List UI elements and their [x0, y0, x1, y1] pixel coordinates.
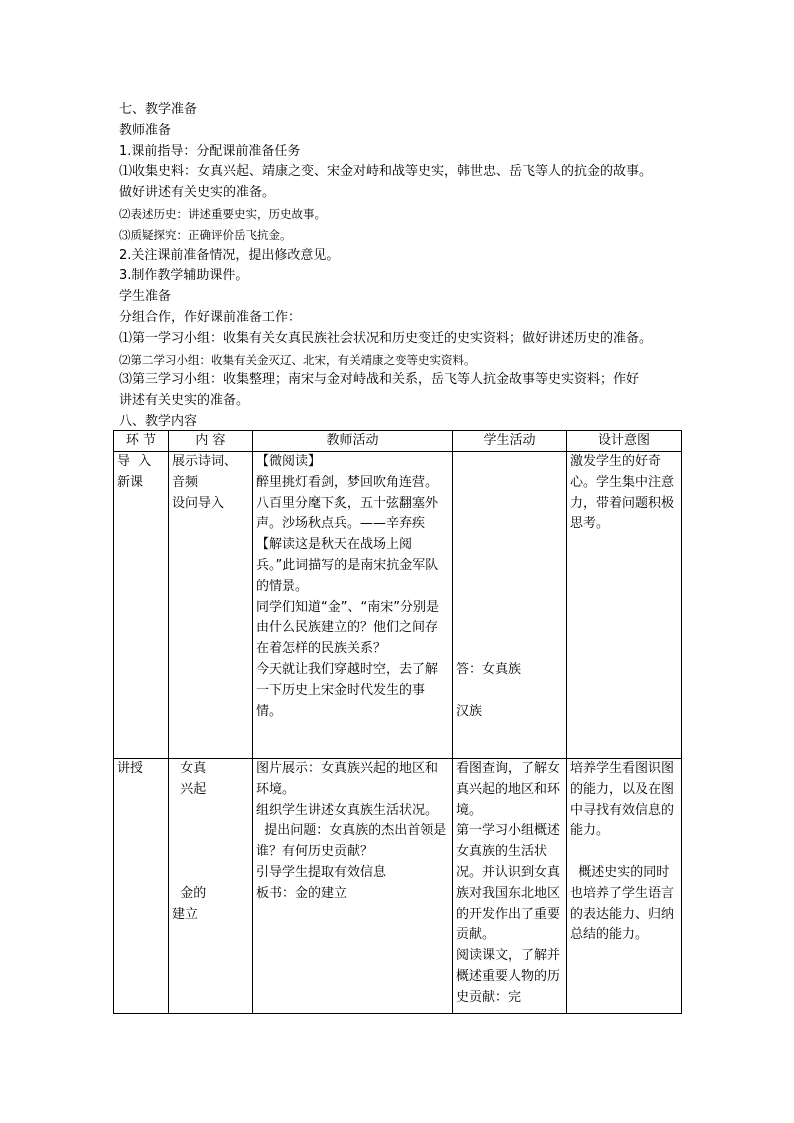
- table-row: [114, 759, 682, 1014]
- student-activity-cell: 看图查询，了解女真兴起的地区和环境。 第一学习小组概述女真族的生活状况。并认识到女真族对我国东北地区的开发作出了重要贡献。 阅读课文，了解并概述重要人物的历史贡献：完: [453, 759, 567, 1014]
- teacher-prep-heading: 教师准备: [119, 122, 172, 138]
- stage-cell: 讲授: [114, 759, 169, 1014]
- header-teacher-activity: 教师活动: [253, 431, 453, 452]
- table-header-row: [114, 431, 682, 452]
- group-2-task: ⑵第二学习小组：收集有关金灭辽、北宋，有关靖康之变等史实资料。: [119, 352, 476, 367]
- teacher-item-1-2: ⑵表述历史：讲述重要史实，历史故事。: [119, 206, 326, 221]
- teacher-item-1-1b: 做好讲述有关史实的准备。: [119, 185, 276, 201]
- teacher-item-1-1a: ⑴收集史料：女真兴起、靖康之变、宋金对峙和战等史实，韩世忠、岳飞等人的抗金的故事。: [119, 164, 653, 180]
- teacher-item-3: 3.制作教学辅助课件。: [119, 268, 249, 284]
- header-design-intent: 设计意图: [567, 431, 682, 452]
- teacher-item-1: 1.课前指导：分配课前准备任务: [119, 143, 301, 159]
- table-row: [114, 452, 682, 759]
- section7-heading: 七、教学准备: [119, 102, 198, 117]
- student-prep-heading: 学生准备: [119, 289, 172, 305]
- teaching-content-table: [113, 430, 682, 1014]
- design-intent-cell: 培养学生看图识图的能力，以及在图中寻找有效信息的能力。 概述史实的同时也培养了学生语言的表达能力、归纳总结的能力。: [567, 759, 682, 1014]
- teacher-activity-cell: 图片展示：女真族兴起的地区和环境。 组织学生讲述女真族生活状况。 提出问题：女真族的杰出首领是谁？有何历史贡献？ 引导学生提取有效信息 板书：金的建立: [253, 759, 453, 1014]
- group-3-task-b: 讲述有关史实的准备。: [119, 393, 250, 409]
- group-3-task-a: ⑶第三学习小组：收集整理；南宋与金对峙战和关系，岳飞等人抗金故事等史实资料；作好: [119, 372, 640, 388]
- student-activity-cell: 答：女真族 汉族: [453, 452, 567, 759]
- group-1-task: ⑴第一学习小组：收集有关女真民族社会状况和历史变迁的史实资料；做好讲述历史的准备。: [119, 330, 653, 346]
- header-stage: 环 节: [114, 431, 169, 452]
- content-cell: 展示诗词、 音频 设问导入: [169, 452, 253, 759]
- student-prep-intro: 分组合作，作好课前准备工作：: [119, 309, 302, 325]
- stage-cell: 导 入 新课: [114, 452, 169, 759]
- design-intent-cell: 激发学生的好奇心。学生集中注意力，带着问题积极思考。: [567, 452, 682, 759]
- section8-heading: 八、教学内容: [119, 413, 198, 429]
- teacher-item-2: 2.关注课前准备情况，提出修改意见。: [119, 247, 340, 263]
- header-student-activity: 学生活动: [453, 431, 567, 452]
- teacher-item-1-3: ⑶质疑探究：正确评价岳飞抗金。: [119, 227, 292, 242]
- content-cell: 女真 兴起 金的 建立: [169, 759, 253, 1014]
- teaching-preparation-section: [119, 100, 689, 433]
- header-content: 内 容: [169, 431, 253, 452]
- teacher-activity-cell: 【微阅读】 醉里挑灯看剑，梦回吹角连营。八百里分麾下炙，五十弦翻塞外声。沙场秋点兵。——辛弃疾 【解读这是秋天在战场上阅兵。”此词描写的是南宋抗金军队的情景。 同学们知道“金”、“南宋”分别是由什么民族建立的？他们之间存在着怎样的民族关系？ 今天就让我们穿越时空，去了解一下历史上宋金时代发生的事情。: [253, 452, 453, 759]
